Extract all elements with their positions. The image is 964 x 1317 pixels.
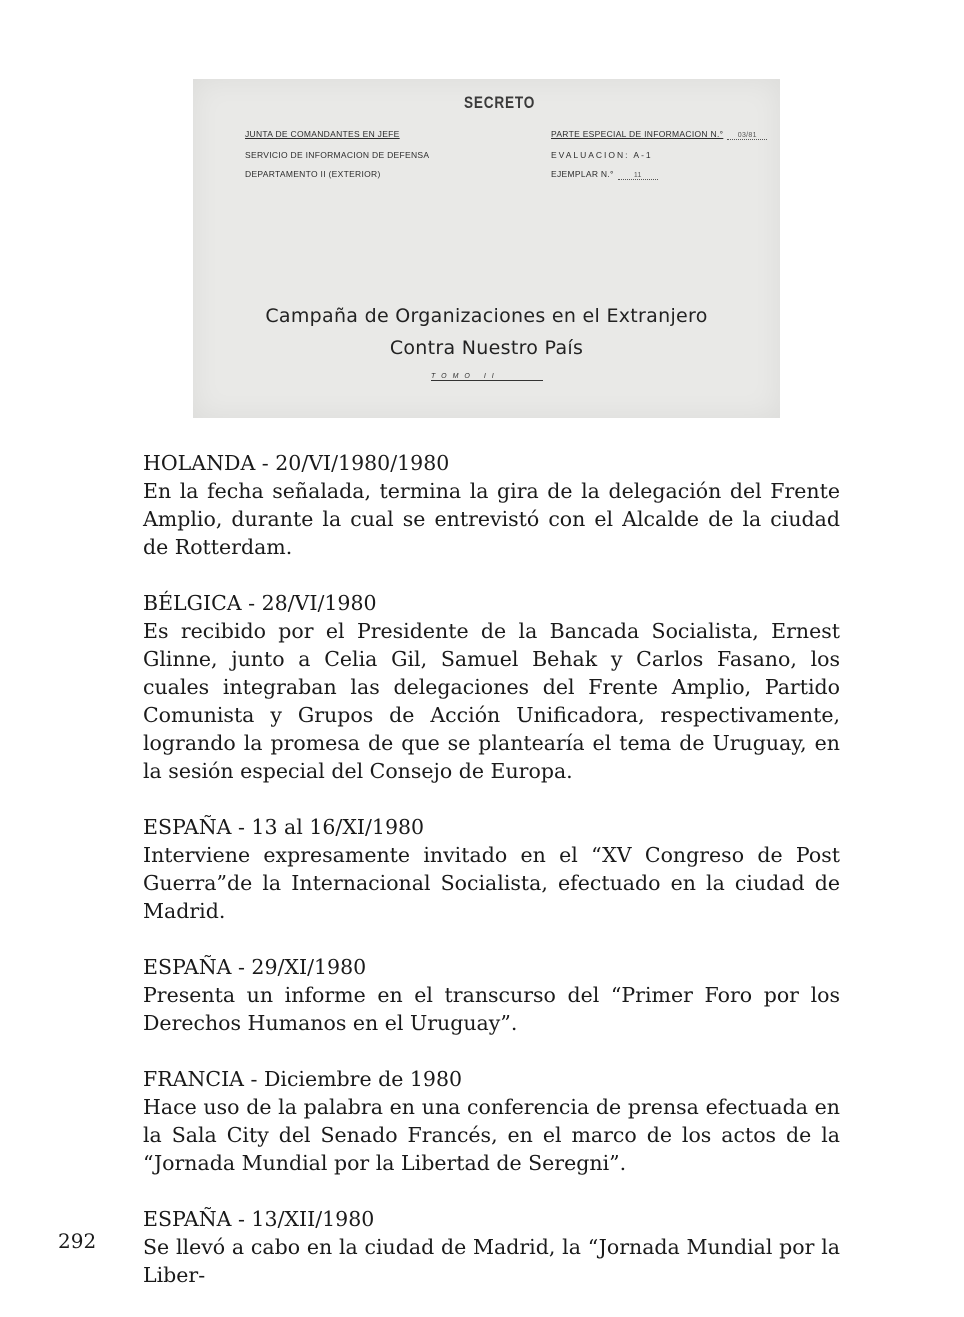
entry-holanda xyxy=(143,449,840,561)
entry-heading: BÉLGICA - 28/VI/1980 xyxy=(143,591,377,615)
entry-francia xyxy=(143,1065,840,1177)
scanned-document-image xyxy=(193,79,780,418)
entry-text: Se llevó a cabo en la ciudad de Madrid, la “Jornada Mundial por la Liber- xyxy=(143,1235,840,1287)
header-evaluacion: EVALUACION: A-1 xyxy=(551,150,653,160)
header-ejemplar xyxy=(551,169,658,180)
entry-text: Es recibido por el Presidente de la Bancada Socialista, Ernest Glinne, junto a Celia Gil, Samuel Behak y Carlos Fasano, los cuales integraban las delegaciones del Frente Amplio, Partido Comunista y Grupos de Acción Unificadora, respectivamente, logrando la promesa de que se plantearía el tema de Uruguay, en la sesión especial del Consejo de Europa. xyxy=(143,619,840,783)
header-parte-number: 03/81 xyxy=(727,132,767,140)
entry-heading: ESPAÑA - 13/XII/1980 xyxy=(143,1207,375,1231)
entry-espana-congreso xyxy=(143,813,840,925)
entry-text: Hace uso de la palabra en una conferencia de prensa efectuada en la Sala City del Senado Francés, en el marco de los actos de la “Jornada Mundial por la Libertad de Seregni”. xyxy=(143,1095,840,1175)
header-ejemplar-label: EJEMPLAR N.° xyxy=(551,169,614,179)
document-title-line-1: Campaña de Organizaciones en el Extranjero xyxy=(265,305,708,327)
header-departamento: DEPARTAMENTO II (EXTERIOR) xyxy=(245,169,381,179)
tomo-label: TOMO II xyxy=(431,373,543,381)
entry-espana-jornada xyxy=(143,1205,840,1289)
entry-belgica xyxy=(143,589,840,785)
page-body xyxy=(143,449,840,1317)
entry-text: Presenta un informe en el transcurso del “Primer Foro por los Derechos Humanos en el Uruguay”. xyxy=(143,983,840,1035)
header-junta: JUNTA DE COMANDANTES EN JEFE xyxy=(245,129,400,139)
header-servicio: SERVICIO DE INFORMACION DE DEFENSA xyxy=(245,150,430,160)
document-title-line-2: Contra Nuestro País xyxy=(389,337,584,359)
entry-heading: ESPAÑA - 13 al 16/XI/1980 xyxy=(143,815,425,839)
header-ejemplar-number: 11 xyxy=(618,172,658,180)
header-parte-label: PARTE ESPECIAL DE INFORMACION N.° xyxy=(551,129,724,139)
entry-text: Interviene expresamente invitado en el “XV Congreso de Post Guerra”de la Internacional Socialista, efectuado en la ciudad de Madrid. xyxy=(143,843,840,923)
entry-heading: ESPAÑA - 29/XI/1980 xyxy=(143,955,367,979)
secret-stamp: SECRETO xyxy=(464,93,536,112)
header-parte xyxy=(551,129,767,140)
entry-heading: HOLANDA - 20/VI/1980/1980 xyxy=(143,451,450,475)
entry-text: En la fecha señalada, termina la gira de la delegación del Frente Amplio, durante la cual se entrevistó con el Alcalde de la ciudad de Rotterdam. xyxy=(143,479,840,559)
entry-heading: FRANCIA - Diciembre de 1980 xyxy=(143,1067,463,1091)
entry-espana-foro xyxy=(143,953,840,1037)
page-number: 292 xyxy=(58,1229,97,1253)
